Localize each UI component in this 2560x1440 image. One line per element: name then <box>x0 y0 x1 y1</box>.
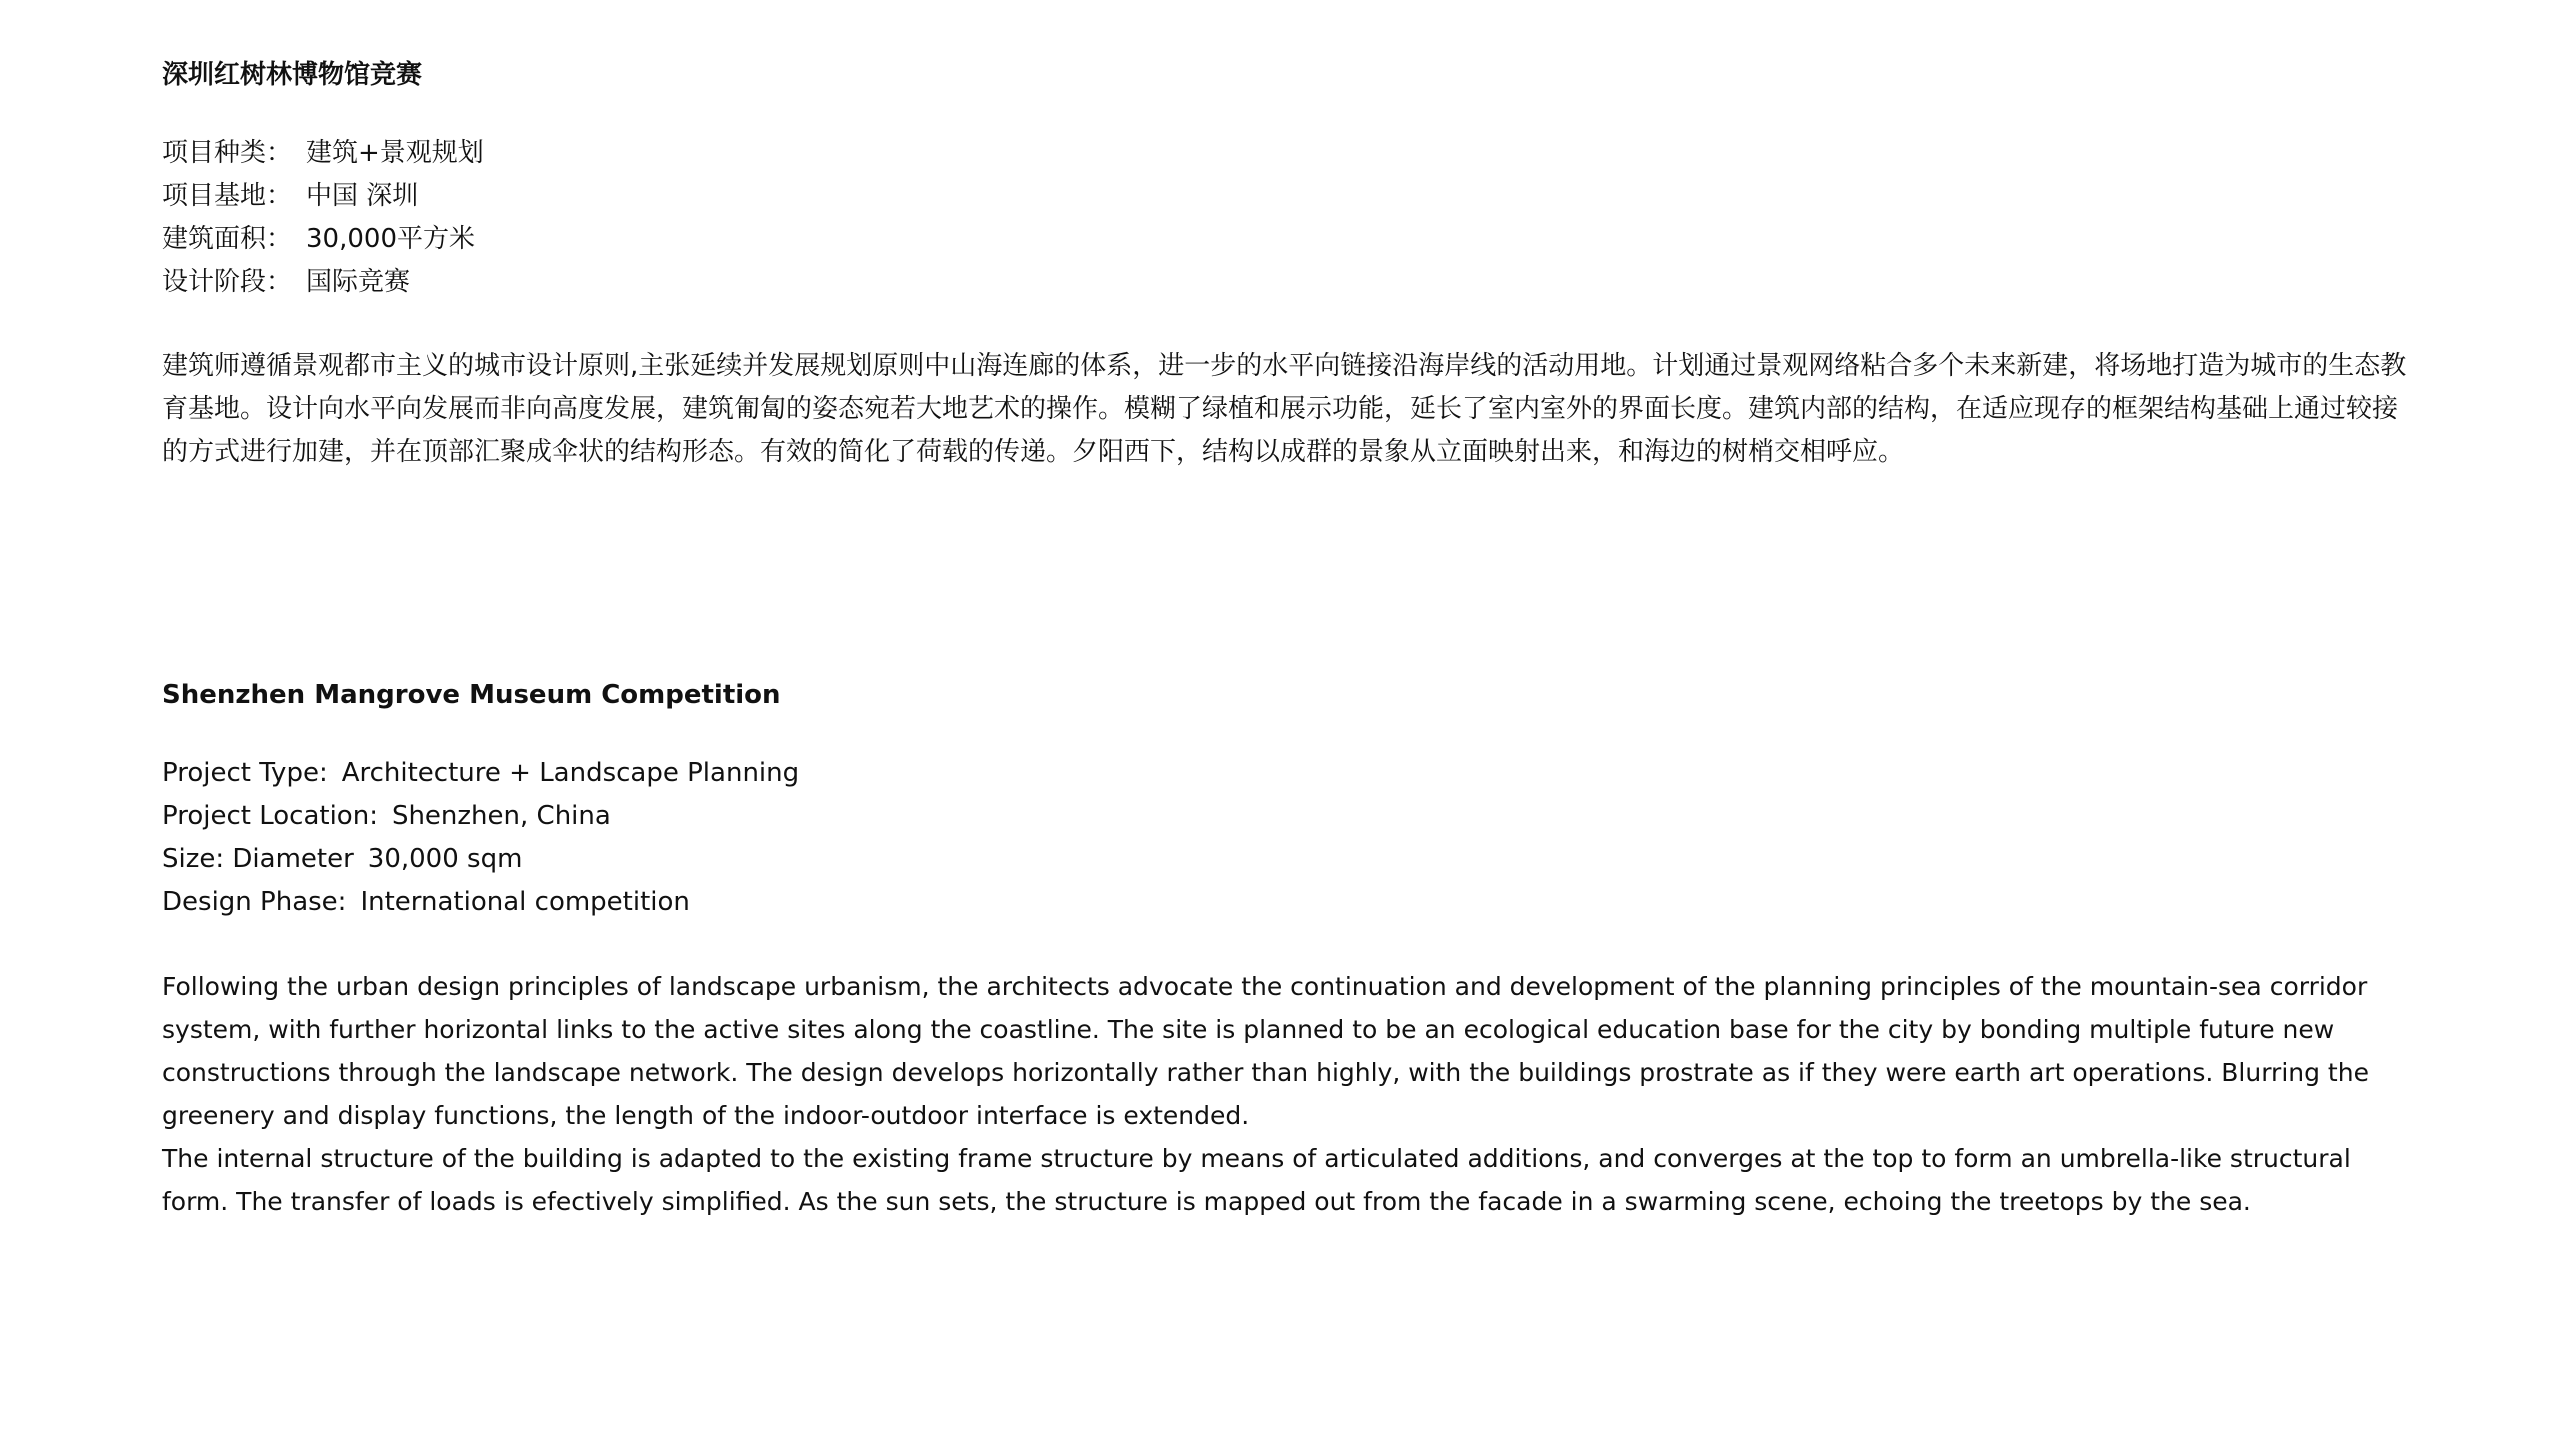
english-section <box>162 682 2412 1223</box>
chinese-section <box>162 62 2412 474</box>
english-project-meta <box>162 752 2412 924</box>
meta-row-location <box>162 795 2412 838</box>
meta-label: Size: Diameter <box>162 844 354 874</box>
meta-label: 设计阶段： <box>162 267 293 297</box>
meta-row-size <box>162 838 2412 881</box>
english-description-paragraph-2: The internal structure of the building is adapted to the existing frame structure by means of articulated additions, and converges at the top to form an umbrella-like structural form. The transfer of loads is efectively simplified. As the sun sets, the structure is mapped out from the facade in a swarming scene, echoing the treetops by the sea. <box>162 1144 2351 1216</box>
meta-value: 30,000平方米 <box>306 224 475 254</box>
meta-value: 中国 深圳 <box>306 181 419 211</box>
meta-row-area <box>162 218 2412 261</box>
meta-value: 国际竞赛 <box>306 267 411 297</box>
chinese-title: 深圳红树林博物馆竞赛 <box>162 60 423 90</box>
chinese-description: 建筑师遵循景观都市主义的城市设计原则,主张延续并发展规划原则中山海连廊的体系，进一步的水平向链接沿海岸线的活动用地。计划通过景观网络粘合多个未来新建，将场地打造为城市的生态教育基地。设计向水平向发展而非向高度发展，建筑匍匐的姿态宛若大地艺术的操作。模糊了绿植和展示功能，延长了室内室外的界面长度。建筑内部的结构，在适应现存的框架结构基础上通过较接的方式进行加建，并在顶部汇聚成伞状的结构形态。有效的简化了荷载的传递。夕阳西下，结构以成群的景象从立面映射出来，和海边的树梢交相呼应。 <box>162 351 2407 467</box>
meta-value: 建筑+景观规划 <box>306 138 484 168</box>
meta-label: 项目基地： <box>162 181 293 211</box>
meta-row-type <box>162 132 2412 175</box>
chinese-project-meta <box>162 132 2412 304</box>
meta-label: Design Phase: <box>162 887 347 917</box>
meta-value: Shenzhen, China <box>391 801 611 831</box>
meta-row-location <box>162 175 2412 218</box>
meta-value: International competition <box>360 887 690 917</box>
meta-label: Project Type: <box>162 758 328 788</box>
meta-row-type <box>162 752 2412 795</box>
meta-row-phase <box>162 261 2412 304</box>
english-title: Shenzhen Mangrove Museum Competition <box>162 680 781 710</box>
meta-label: Project Location: <box>162 801 378 831</box>
meta-label: 项目种类： <box>162 138 293 168</box>
meta-value: Architecture + Landscape Planning <box>341 758 800 788</box>
meta-label: 建筑面积： <box>162 224 293 254</box>
meta-row-phase <box>162 881 2412 924</box>
english-description-paragraph-1: Following the urban design principles of landscape urbanism, the architects advocate the continuation and development of the planning principles of the mountain-sea corridor system, with further horizontal links to the active sites along the coastline. The site is planned to be an ecological education base for the city by bonding multiple future new constructions through the landscape network. The design develops horizontally rather than highly, with the buildings prostrate as if they were earth art operations. Blurring the greenery and display functions, the length of the indoor-outdoor interface is extended. <box>162 972 2369 1130</box>
meta-value: 30,000 sqm <box>367 844 523 874</box>
